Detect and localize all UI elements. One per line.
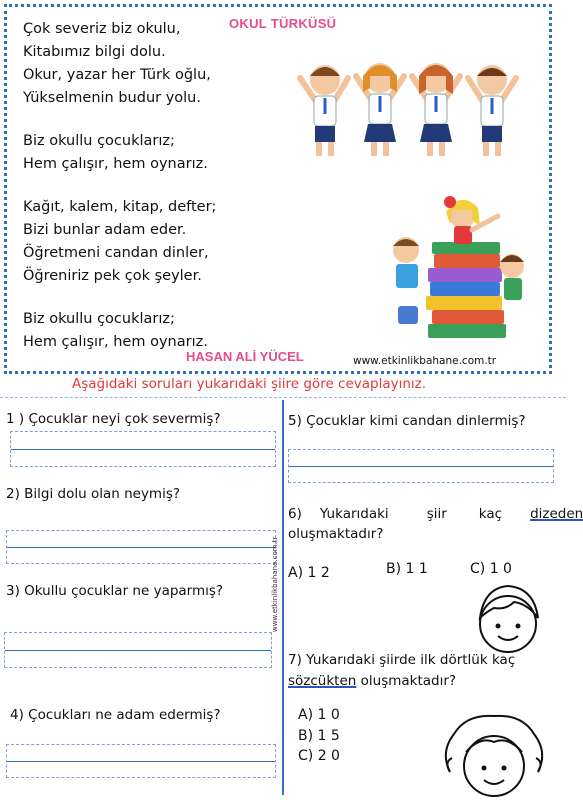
answer-line xyxy=(7,761,275,762)
books-children-illustration xyxy=(380,186,530,346)
website-label: www.etkinlikbahane.com.tr xyxy=(353,355,497,367)
poem-line: Hem çalışır, hem oynarız. xyxy=(23,156,208,172)
stanza-break xyxy=(23,110,216,130)
side-website-label: www.etkinlikbahane.com.tr xyxy=(271,536,279,632)
question-6-line-2: oluşmaktadır? xyxy=(288,526,384,542)
girl-figure xyxy=(444,196,498,244)
column-divider xyxy=(282,400,284,795)
option-6b[interactable]: B) 1 1 xyxy=(386,561,428,577)
question-7-line-1: 7) Yukarıdaki şiirde ilk dörtlük kaç xyxy=(288,652,516,668)
boy-face-icon xyxy=(462,578,554,654)
poem-author: HASAN ALİ YÜCEL xyxy=(186,349,304,364)
poem-line: Okur, yazar her Türk oğlu, xyxy=(23,67,211,83)
answer-field-2[interactable] xyxy=(6,530,276,564)
option-7b[interactable]: B) 1 5 xyxy=(298,728,340,744)
poem-line: Kitabımız bilgi dolu. xyxy=(23,44,166,60)
boy-figure-right xyxy=(500,254,524,300)
poem-line: Öğretmeni candan dinler, xyxy=(23,245,209,261)
poem-line: Çok severiz biz okulu, xyxy=(23,21,181,37)
question-6-line-1: 6) Yukarıdaki şiir kaç dizeden xyxy=(288,506,583,522)
option-7c[interactable]: C) 2 0 xyxy=(298,748,340,764)
section-divider xyxy=(0,397,566,398)
child-figure-4 xyxy=(468,65,516,156)
question-1: 1 ) Çocuklar neyi çok severmiş? xyxy=(6,411,221,427)
answer-line xyxy=(7,547,275,548)
question-7-line-2: sözcükten oluşmaktadır? xyxy=(288,673,457,689)
option-6a[interactable]: A) 1 2 xyxy=(288,565,330,581)
keyword-dizeden: dizeden xyxy=(530,506,583,522)
children-illustration xyxy=(290,48,520,166)
poem-line: Öğreniriz pek çok şeyler. xyxy=(23,268,202,284)
poem-line: Bizi bunlar adam eder. xyxy=(23,222,187,238)
child-figure-1 xyxy=(300,65,348,156)
option-6c[interactable]: C) 1 0 xyxy=(470,561,512,577)
answer-field-5[interactable] xyxy=(288,449,554,483)
poem-text xyxy=(23,18,216,354)
answer-line xyxy=(11,449,275,450)
poem-line: Yükselmenin budur yolu. xyxy=(23,90,201,106)
question-4: 4) Çocukları ne adam edermiş? xyxy=(10,707,221,723)
instruction-text: Aşağıdaki soruları yukarıdaki şiire göre cevaplayınız. xyxy=(72,376,427,392)
keyword-sozcukten: sözcükten xyxy=(288,673,357,689)
boy-figure-left xyxy=(393,237,419,324)
child-figure-3 xyxy=(412,63,460,156)
question-2: 2) Bilgi dolu olan neymiş? xyxy=(6,486,181,502)
poem-title: OKUL TÜRKÜSÜ xyxy=(229,16,337,31)
question-5: 5) Çocuklar kimi candan dinlermiş? xyxy=(288,413,526,429)
book-stack-icon xyxy=(426,242,506,338)
answer-field-3[interactable] xyxy=(4,632,272,668)
stanza-break xyxy=(23,288,216,308)
stanza-break xyxy=(23,176,216,196)
poem-line: Kağıt, kalem, kitap, defter; xyxy=(23,199,217,215)
question-3: 3) Okullu çocuklar ne yaparmış? xyxy=(6,583,224,599)
answer-field-4[interactable] xyxy=(6,744,276,778)
girl-face-icon xyxy=(436,712,552,800)
poem-line: Hem çalışır, hem oynarız. xyxy=(23,334,208,350)
poem-line: Biz okullu çocuklarız; xyxy=(23,311,175,327)
child-figure-2 xyxy=(356,63,404,156)
poem-line: Biz okullu çocuklarız; xyxy=(23,133,175,149)
answer-line xyxy=(5,650,271,651)
answer-field-1[interactable] xyxy=(10,431,276,467)
answer-line xyxy=(289,466,553,467)
option-7a[interactable]: A) 1 0 xyxy=(298,707,340,723)
